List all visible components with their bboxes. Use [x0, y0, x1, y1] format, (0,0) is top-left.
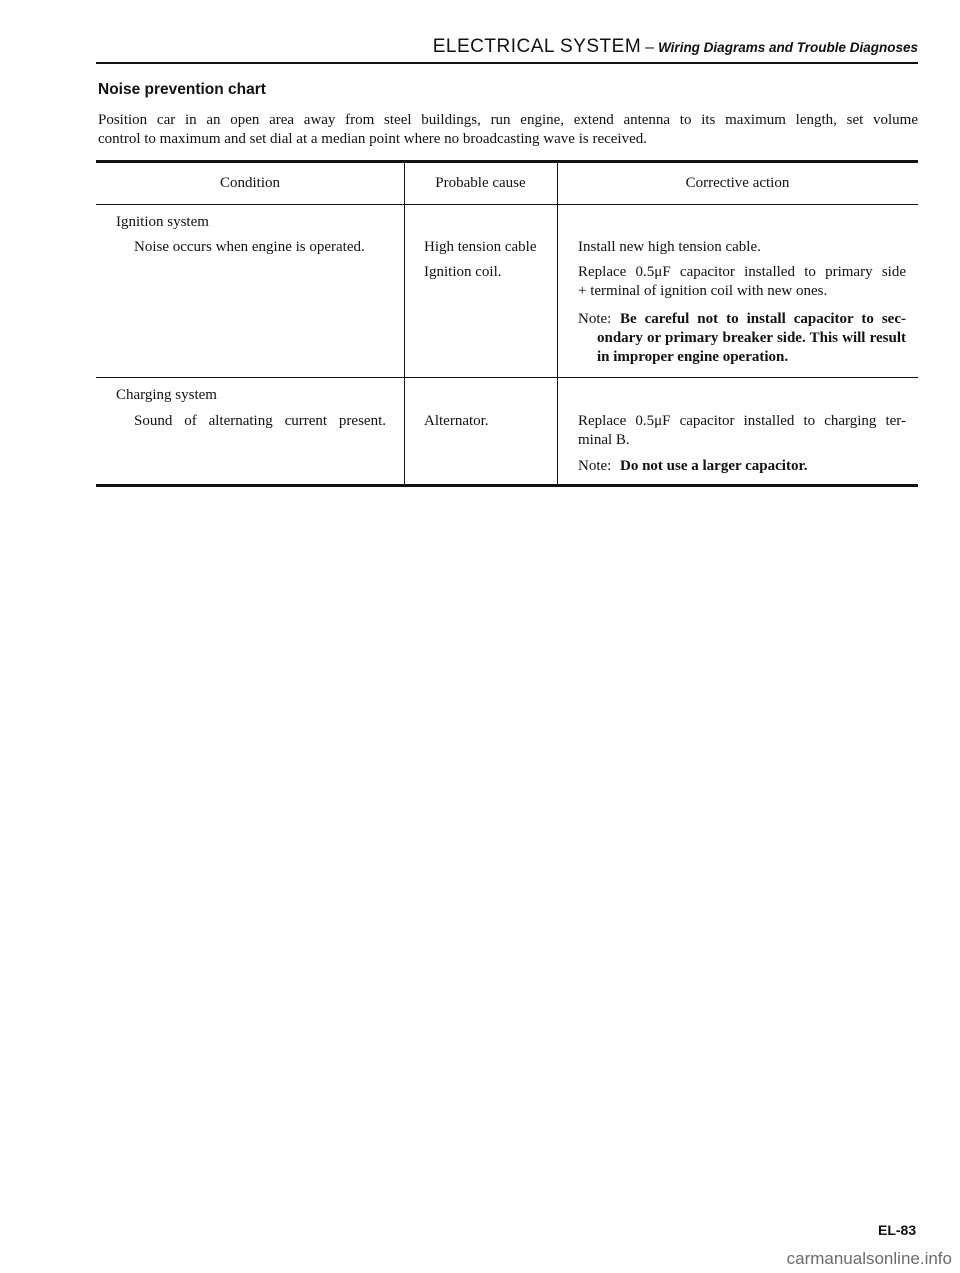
action-text: Replace 0.5μF capacitor installed to primary side	[578, 264, 906, 280]
header-probable-cause: Probable cause	[435, 175, 526, 191]
note-text: ondary or primary breaker side. This will result	[597, 330, 906, 346]
cause-text: Alternator.	[424, 413, 489, 429]
action-text: Replace 0.5μF capacitor installed to charging ter-	[578, 413, 906, 429]
note-text: in improper engine operation.	[597, 349, 789, 365]
note-label: Note:	[578, 311, 612, 327]
condition-text: Sound of alternating current present.	[134, 413, 386, 429]
note-text: Do not use a larger capacitor.	[620, 458, 808, 474]
intro-paragraph	[98, 111, 918, 149]
header-bottom-rule	[96, 204, 918, 205]
footer-watermark: carmanualsonline.info	[786, 1249, 952, 1268]
header-corrective-action: Corrective action	[685, 175, 790, 191]
section-subtitle: Wiring Diagrams and Trouble Diagnoses	[658, 40, 918, 55]
column-divider	[557, 163, 558, 484]
table-top-rule	[96, 160, 918, 163]
page-title: Noise prevention chart	[98, 81, 266, 98]
header-rule	[96, 62, 918, 64]
system-label: Charging system	[116, 387, 217, 403]
action-text: minal B.	[578, 432, 630, 448]
intro-line: Position car in an open area away from steel buildings, run engine, extend antenna to its maximum length, set volume	[98, 112, 918, 128]
action-text: Install new high tension cable.	[578, 239, 761, 255]
cause-text: Ignition coil.	[424, 264, 502, 280]
table-bottom-rule	[96, 484, 918, 487]
intro-line: control to maximum and set dial at a median point where no broadcasting wave is received.	[98, 131, 647, 147]
row-divider-rule	[96, 377, 918, 378]
section-title: ELECTRICAL SYSTEM	[432, 36, 642, 57]
action-text: + terminal of ignition coil with new ones.	[578, 283, 828, 299]
header-separator: –	[645, 39, 655, 56]
condition-text: Noise occurs when engine is operated.	[134, 239, 365, 255]
running-header	[96, 36, 918, 58]
header-condition: Condition	[219, 175, 280, 191]
note-label: Note:	[578, 458, 612, 474]
note-text: Be careful not to install capacitor to sec-	[620, 311, 906, 327]
system-label: Ignition system	[116, 214, 209, 230]
page-number: EL-83	[878, 1222, 917, 1238]
cause-text: High tension cable	[424, 239, 537, 255]
column-divider	[404, 163, 405, 484]
